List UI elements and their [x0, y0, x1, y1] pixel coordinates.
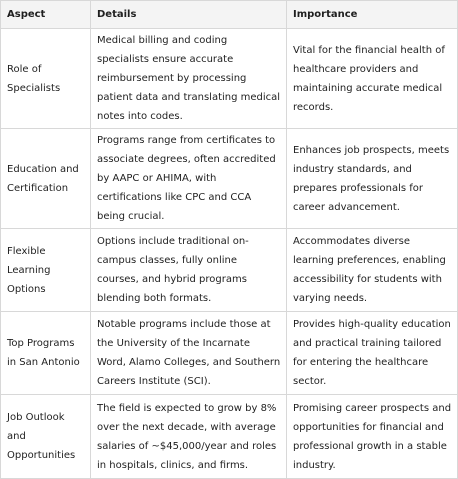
- aspect-cell: Role of Specialists: [1, 29, 91, 129]
- table-header-row: [1, 1, 458, 29]
- importance-cell: Promising career prospects and opportunities for financial and professional growth in a stable industry.: [287, 395, 458, 479]
- table-row: [1, 395, 458, 479]
- header-aspect: Aspect: [1, 1, 91, 29]
- table-row: [1, 312, 458, 395]
- importance-cell: Enhances job prospects, meets industry standards, and prepares professionals for career advancement.: [287, 129, 458, 229]
- aspect-cell: Flexible Learning Options: [1, 229, 91, 312]
- table-row: [1, 29, 458, 129]
- header-importance: Importance: [287, 1, 458, 29]
- importance-cell: Provides high-quality education and practical training tailored for entering the healthcare sector.: [287, 312, 458, 395]
- aspect-cell: Job Outlook and Opportunities: [1, 395, 91, 479]
- table-row: [1, 229, 458, 312]
- details-cell: Options include traditional on-campus classes, fully online courses, and hybrid programs blending both formats.: [91, 229, 287, 312]
- importance-cell: Vital for the financial health of healthcare providers and maintaining accurate medical records.: [287, 29, 458, 129]
- details-cell: Medical billing and coding specialists ensure accurate reimbursement by processing patient data and translating medical notes into codes.: [91, 29, 287, 129]
- table-row: [1, 129, 458, 229]
- details-cell: Programs range from certificates to associate degrees, often accredited by AAPC or AHIMA, with certifications like CPC and CCA being crucial.: [91, 129, 287, 229]
- aspect-cell: Top Programs in San Antonio: [1, 312, 91, 395]
- header-details: Details: [91, 1, 287, 29]
- details-cell: The field is expected to grow by 8% over the next decade, with average salaries of ~$45,000/year and roles in hospitals, clinics, and firms.: [91, 395, 287, 479]
- details-cell: Notable programs include those at the University of the Incarnate Word, Alamo Colleges, and Southern Careers Institute (SCI).: [91, 312, 287, 395]
- importance-cell: Accommodates diverse learning preferences, enabling accessibility for students with varying needs.: [287, 229, 458, 312]
- aspect-cell: Education and Certification: [1, 129, 91, 229]
